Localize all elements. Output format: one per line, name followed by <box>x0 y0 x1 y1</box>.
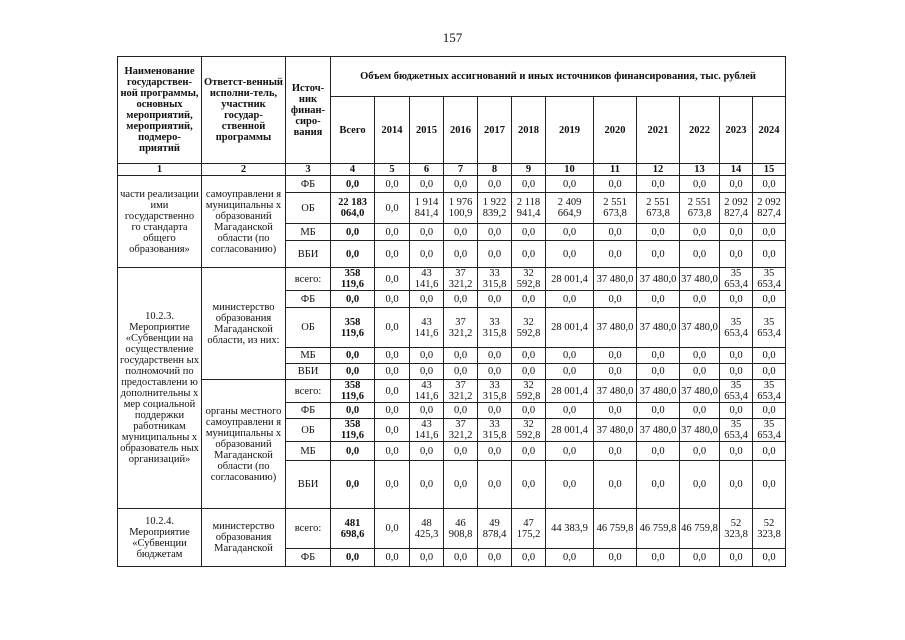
value-cell: 0,0 <box>478 348 512 364</box>
value-cell: 37 321,2 <box>444 308 478 348</box>
value-cell: 0,0 <box>546 241 594 268</box>
executor-cell: самоуправлени я муниципальны х образований Магаданской области (по согласованию) <box>202 176 286 268</box>
value-cell: 32 592,8 <box>512 268 546 291</box>
value-cell: 0,0 <box>410 364 444 380</box>
total-cell: 481 698,6 <box>331 509 375 549</box>
total-cell: 0,0 <box>331 549 375 567</box>
value-cell: 0,0 <box>478 549 512 567</box>
budget-table <box>117 56 786 567</box>
value-cell: 0,0 <box>410 549 444 567</box>
value-cell: 0,0 <box>444 176 478 193</box>
value-cell: 0,0 <box>375 442 410 461</box>
value-cell: 35 653,4 <box>753 380 786 403</box>
value-cell: 0,0 <box>444 291 478 308</box>
value-cell: 0,0 <box>546 461 594 509</box>
column-number: 15 <box>753 164 786 176</box>
value-cell: 37 480,0 <box>637 308 680 348</box>
value-cell: 0,0 <box>375 291 410 308</box>
value-cell: 32 592,8 <box>512 419 546 442</box>
source-cell: всего: <box>286 268 331 291</box>
value-cell: 0,0 <box>637 442 680 461</box>
value-cell: 0,0 <box>680 403 720 419</box>
value-cell: 0,0 <box>546 348 594 364</box>
source-cell: ФБ <box>286 403 331 419</box>
value-cell: 0,0 <box>680 461 720 509</box>
value-cell: 44 383,9 <box>546 509 594 549</box>
source-cell: ОБ <box>286 308 331 348</box>
value-cell: 28 001,4 <box>546 268 594 291</box>
value-cell: 0,0 <box>512 348 546 364</box>
value-cell: 0,0 <box>410 241 444 268</box>
header-program: Наименование государствен-ной программы, основных мероприятий, мероприятий, подмеро-приятий <box>118 57 202 164</box>
value-cell: 35 653,4 <box>720 308 753 348</box>
program-name-cell: 10.2.3. Мероприятие «Субвенции на осуществление государственн ых полномочий по предоставлени ю дополнительны х мер социальной поддержки работникам муниципальны х образователь ных организаций» <box>118 268 202 509</box>
value-cell: 28 001,4 <box>546 308 594 348</box>
value-cell: 0,0 <box>375 241 410 268</box>
value-cell: 0,0 <box>720 224 753 241</box>
value-cell: 47 175,2 <box>512 509 546 549</box>
value-cell: 0,0 <box>680 176 720 193</box>
value-cell: 0,0 <box>375 224 410 241</box>
header-year: 2017 <box>478 97 512 164</box>
total-cell: 22 183 064,0 <box>331 193 375 224</box>
source-cell: ОБ <box>286 419 331 442</box>
column-number-row <box>118 164 786 176</box>
value-cell: 0,0 <box>375 348 410 364</box>
value-cell: 0,0 <box>594 241 637 268</box>
value-cell: 0,0 <box>444 348 478 364</box>
value-cell: 28 001,4 <box>546 419 594 442</box>
value-cell: 35 653,4 <box>753 308 786 348</box>
value-cell: 0,0 <box>512 403 546 419</box>
column-number: 10 <box>546 164 594 176</box>
value-cell: 0,0 <box>753 241 786 268</box>
source-cell: МБ <box>286 442 331 461</box>
value-cell: 1 922 839,2 <box>478 193 512 224</box>
value-cell: 0,0 <box>637 241 680 268</box>
table-row <box>118 176 786 193</box>
source-cell: ФБ <box>286 176 331 193</box>
value-cell: 0,0 <box>637 403 680 419</box>
value-cell: 0,0 <box>594 403 637 419</box>
total-cell: 358 119,6 <box>331 419 375 442</box>
header-group: Объем бюджетных ассигнований и иных источников финансирования, тыс. рублей <box>331 57 786 97</box>
source-cell: ОБ <box>286 193 331 224</box>
value-cell: 0,0 <box>637 224 680 241</box>
value-cell: 52 323,8 <box>753 509 786 549</box>
value-cell: 0,0 <box>512 442 546 461</box>
column-number: 6 <box>410 164 444 176</box>
table-row <box>118 268 786 291</box>
value-cell: 37 480,0 <box>594 268 637 291</box>
value-cell: 49 878,4 <box>478 509 512 549</box>
value-cell: 0,0 <box>594 442 637 461</box>
value-cell: 0,0 <box>478 364 512 380</box>
table-row <box>118 509 786 549</box>
value-cell: 0,0 <box>375 419 410 442</box>
total-cell: 0,0 <box>331 176 375 193</box>
value-cell: 0,0 <box>680 348 720 364</box>
value-cell: 0,0 <box>512 461 546 509</box>
total-cell: 0,0 <box>331 461 375 509</box>
value-cell: 35 653,4 <box>753 268 786 291</box>
value-cell: 2 551 673,8 <box>637 193 680 224</box>
value-cell: 0,0 <box>512 364 546 380</box>
value-cell: 0,0 <box>512 241 546 268</box>
header-year: 2021 <box>637 97 680 164</box>
table-body <box>118 176 786 567</box>
value-cell: 0,0 <box>594 176 637 193</box>
value-cell: 0,0 <box>478 224 512 241</box>
header-year: 2020 <box>594 97 637 164</box>
header-year: 2023 <box>720 97 753 164</box>
value-cell: 37 480,0 <box>680 419 720 442</box>
column-number: 2 <box>202 164 286 176</box>
value-cell: 33 315,8 <box>478 380 512 403</box>
value-cell: 0,0 <box>444 364 478 380</box>
value-cell: 0,0 <box>753 176 786 193</box>
column-number: 5 <box>375 164 410 176</box>
value-cell: 0,0 <box>546 403 594 419</box>
value-cell: 37 480,0 <box>594 380 637 403</box>
value-cell: 0,0 <box>753 461 786 509</box>
value-cell: 0,0 <box>444 549 478 567</box>
value-cell: 0,0 <box>753 442 786 461</box>
value-cell: 0,0 <box>546 364 594 380</box>
value-cell: 33 315,8 <box>478 308 512 348</box>
value-cell: 43 141,6 <box>410 419 444 442</box>
value-cell: 0,0 <box>410 442 444 461</box>
value-cell: 0,0 <box>753 549 786 567</box>
value-cell: 0,0 <box>546 291 594 308</box>
value-cell: 0,0 <box>720 364 753 380</box>
value-cell: 0,0 <box>753 348 786 364</box>
total-cell: 0,0 <box>331 224 375 241</box>
value-cell: 0,0 <box>720 291 753 308</box>
value-cell: 33 315,8 <box>478 268 512 291</box>
source-cell: ФБ <box>286 291 331 308</box>
value-cell: 0,0 <box>375 308 410 348</box>
program-name-cell: 10.2.4. Мероприятие «Субвенции бюджетам <box>118 509 202 567</box>
source-cell: всего: <box>286 509 331 549</box>
value-cell: 0,0 <box>478 291 512 308</box>
value-cell: 32 592,8 <box>512 308 546 348</box>
header-total: Всего <box>331 97 375 164</box>
value-cell: 2 092 827,4 <box>720 193 753 224</box>
value-cell: 0,0 <box>637 461 680 509</box>
value-cell: 37 321,2 <box>444 419 478 442</box>
value-cell: 0,0 <box>375 193 410 224</box>
value-cell: 43 141,6 <box>410 268 444 291</box>
value-cell: 0,0 <box>478 461 512 509</box>
header-year: 2018 <box>512 97 546 164</box>
value-cell: 0,0 <box>444 224 478 241</box>
source-cell: ВБИ <box>286 241 331 268</box>
column-number: 7 <box>444 164 478 176</box>
executor-cell: министерство образования Магаданской области, из них: <box>202 268 286 380</box>
source-cell: ФБ <box>286 549 331 567</box>
executor-cell: министерство образования Магаданской <box>202 509 286 567</box>
value-cell: 0,0 <box>546 176 594 193</box>
value-cell: 0,0 <box>680 549 720 567</box>
value-cell: 1 976 100,9 <box>444 193 478 224</box>
header-year: 2019 <box>546 97 594 164</box>
value-cell: 0,0 <box>720 403 753 419</box>
value-cell: 0,0 <box>720 461 753 509</box>
value-cell: 2 092 827,4 <box>753 193 786 224</box>
column-number: 13 <box>680 164 720 176</box>
value-cell: 0,0 <box>444 241 478 268</box>
value-cell: 2 551 673,8 <box>594 193 637 224</box>
value-cell: 0,0 <box>720 442 753 461</box>
value-cell: 0,0 <box>375 403 410 419</box>
value-cell: 37 321,2 <box>444 268 478 291</box>
value-cell: 43 141,6 <box>410 308 444 348</box>
total-cell: 0,0 <box>331 442 375 461</box>
value-cell: 0,0 <box>753 224 786 241</box>
header-year: 2024 <box>753 97 786 164</box>
value-cell: 46 759,8 <box>680 509 720 549</box>
value-cell: 0,0 <box>753 364 786 380</box>
value-cell: 0,0 <box>680 364 720 380</box>
value-cell: 0,0 <box>637 549 680 567</box>
value-cell: 0,0 <box>410 224 444 241</box>
value-cell: 0,0 <box>375 509 410 549</box>
value-cell: 48 425,3 <box>410 509 444 549</box>
header-source: Источ-ник финан-сиро-вания <box>286 57 331 164</box>
value-cell: 37 480,0 <box>680 380 720 403</box>
total-cell: 0,0 <box>331 348 375 364</box>
value-cell: 0,0 <box>512 549 546 567</box>
value-cell: 37 480,0 <box>637 380 680 403</box>
source-cell: МБ <box>286 224 331 241</box>
total-cell: 358 119,6 <box>331 268 375 291</box>
value-cell: 2 409 664,9 <box>546 193 594 224</box>
value-cell: 0,0 <box>680 241 720 268</box>
value-cell: 0,0 <box>720 549 753 567</box>
value-cell: 37 480,0 <box>594 308 637 348</box>
value-cell: 0,0 <box>637 291 680 308</box>
value-cell: 0,0 <box>410 176 444 193</box>
value-cell: 0,0 <box>478 176 512 193</box>
value-cell: 2 551 673,8 <box>680 193 720 224</box>
page-number: 157 <box>442 30 463 45</box>
table-row <box>118 380 786 403</box>
value-cell: 0,0 <box>720 348 753 364</box>
value-cell: 0,0 <box>594 364 637 380</box>
value-cell: 33 315,8 <box>478 419 512 442</box>
value-cell: 0,0 <box>546 549 594 567</box>
header-executor: Ответст-венный исполни-тель, участник государ-ственной программы <box>202 57 286 164</box>
header-year: 2016 <box>444 97 478 164</box>
value-cell: 0,0 <box>375 176 410 193</box>
header-year: 2015 <box>410 97 444 164</box>
total-cell: 0,0 <box>331 364 375 380</box>
value-cell: 0,0 <box>478 442 512 461</box>
value-cell: 0,0 <box>375 549 410 567</box>
total-cell: 358 119,6 <box>331 308 375 348</box>
value-cell: 37 480,0 <box>637 419 680 442</box>
value-cell: 0,0 <box>637 348 680 364</box>
value-cell: 46 759,8 <box>637 509 680 549</box>
value-cell: 0,0 <box>637 176 680 193</box>
value-cell: 35 653,4 <box>753 419 786 442</box>
value-cell: 52 323,8 <box>720 509 753 549</box>
column-number: 11 <box>594 164 637 176</box>
value-cell: 0,0 <box>410 291 444 308</box>
value-cell: 28 001,4 <box>546 380 594 403</box>
value-cell: 0,0 <box>512 291 546 308</box>
value-cell: 46 908,8 <box>444 509 478 549</box>
value-cell: 0,0 <box>594 549 637 567</box>
value-cell: 35 653,4 <box>720 419 753 442</box>
column-number: 1 <box>118 164 202 176</box>
value-cell: 0,0 <box>594 348 637 364</box>
column-number: 12 <box>637 164 680 176</box>
total-cell: 0,0 <box>331 291 375 308</box>
value-cell: 32 592,8 <box>512 380 546 403</box>
value-cell: 0,0 <box>512 176 546 193</box>
header-year: 2014 <box>375 97 410 164</box>
value-cell: 0,0 <box>594 291 637 308</box>
value-cell: 0,0 <box>444 461 478 509</box>
column-number: 9 <box>512 164 546 176</box>
executor-cell: органы местного самоуправлени я муниципальны х образований Магаданской области (по согласованию) <box>202 380 286 509</box>
value-cell: 0,0 <box>720 176 753 193</box>
total-cell: 0,0 <box>331 403 375 419</box>
value-cell: 37 480,0 <box>594 419 637 442</box>
value-cell: 0,0 <box>680 224 720 241</box>
value-cell: 0,0 <box>594 461 637 509</box>
value-cell: 0,0 <box>546 442 594 461</box>
value-cell: 2 118 941,4 <box>512 193 546 224</box>
value-cell: 0,0 <box>444 442 478 461</box>
program-name-cell: части реализации ими государственно го стандарта общего образования» <box>118 176 202 268</box>
value-cell: 0,0 <box>637 364 680 380</box>
value-cell: 0,0 <box>375 268 410 291</box>
value-cell: 0,0 <box>753 403 786 419</box>
value-cell: 0,0 <box>375 461 410 509</box>
source-cell: МБ <box>286 348 331 364</box>
value-cell: 0,0 <box>720 241 753 268</box>
value-cell: 37 321,2 <box>444 380 478 403</box>
source-cell: ВБИ <box>286 461 331 509</box>
value-cell: 37 480,0 <box>680 308 720 348</box>
value-cell: 0,0 <box>410 403 444 419</box>
column-number: 4 <box>331 164 375 176</box>
value-cell: 0,0 <box>753 291 786 308</box>
column-number: 8 <box>478 164 512 176</box>
value-cell: 43 141,6 <box>410 380 444 403</box>
value-cell: 0,0 <box>410 461 444 509</box>
value-cell: 0,0 <box>478 403 512 419</box>
value-cell: 0,0 <box>680 442 720 461</box>
value-cell: 35 653,4 <box>720 268 753 291</box>
value-cell: 37 480,0 <box>637 268 680 291</box>
value-cell: 0,0 <box>478 241 512 268</box>
total-cell: 0,0 <box>331 241 375 268</box>
total-cell: 358 119,6 <box>331 380 375 403</box>
column-number: 3 <box>286 164 331 176</box>
value-cell: 1 914 841,4 <box>410 193 444 224</box>
value-cell: 46 759,8 <box>594 509 637 549</box>
source-cell: ВБИ <box>286 364 331 380</box>
header-year: 2022 <box>680 97 720 164</box>
value-cell: 0,0 <box>410 348 444 364</box>
value-cell: 0,0 <box>444 403 478 419</box>
column-number: 14 <box>720 164 753 176</box>
value-cell: 0,0 <box>512 224 546 241</box>
value-cell: 0,0 <box>594 224 637 241</box>
value-cell: 0,0 <box>375 364 410 380</box>
value-cell: 35 653,4 <box>720 380 753 403</box>
source-cell: всего: <box>286 380 331 403</box>
value-cell: 37 480,0 <box>680 268 720 291</box>
value-cell: 0,0 <box>680 291 720 308</box>
value-cell: 0,0 <box>375 380 410 403</box>
value-cell: 0,0 <box>546 224 594 241</box>
